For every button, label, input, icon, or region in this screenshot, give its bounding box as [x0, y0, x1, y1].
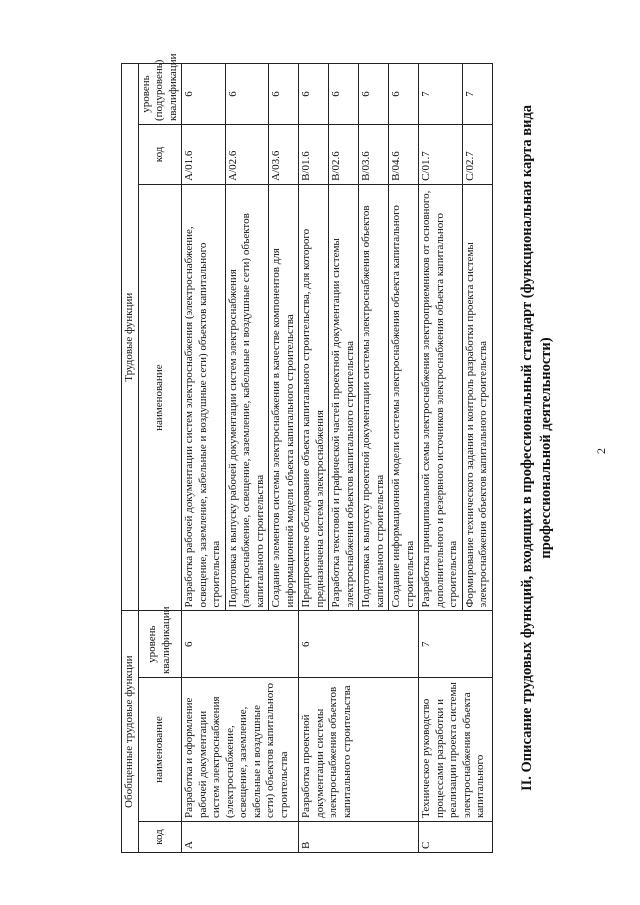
labor-function-level: 6	[182, 64, 226, 125]
labor-function-name: Разработка принципиальной схемы электроснабжения электроприемников от основного, дополнительного и резервного источников электроснабжения объекта капитального строительства	[419, 184, 463, 611]
col-level-general: уровень квалификации	[138, 611, 182, 678]
labor-function-name: Разработка текстовой и графической частей проектной документации системы электроснабжения объектов капитального строительства	[329, 184, 359, 611]
section-title	[518, 63, 556, 833]
labor-function-name: Подготовка к выпуску проектной документации системы электроснабжения объектов капитального строительства	[359, 184, 389, 611]
general-name: Разработка и оформление рабочей документации систем электроснабжения (электроснабжение, освещение, заземление, кабельные и воздушные сети) объектов капитального строительства	[182, 677, 299, 821]
table-row	[419, 64, 463, 853]
labor-function-level: 6	[389, 64, 419, 125]
page-number: 2	[594, 448, 608, 454]
generalized-functions-header: Обобщенные трудовые функции	[122, 611, 139, 853]
labor-function-name: Разработка рабочей документации систем электроснабжения (электроснабжение, освещение, заземление, кабельные и воздушные сети) объектов капитального строительства	[182, 184, 226, 611]
general-level: 6	[299, 611, 419, 678]
general-name: Техническое руководство процессами разработки и реализации проекта системы электроснабжения объекта капитального	[419, 677, 493, 821]
labor-function-name: Предпроектное обследование объекта капитального строительства, для которого предназначена система электроснабжения	[299, 184, 329, 611]
labor-function-level: 6	[225, 64, 269, 125]
functional-map-table	[121, 53, 493, 853]
general-level: 7	[419, 611, 493, 678]
labor-function-code: C/02.7	[462, 125, 492, 185]
labor-function-level: 6	[359, 64, 389, 125]
col-code-general: код	[138, 821, 182, 852]
table-row	[182, 64, 226, 853]
labor-functions-header: Трудовые функции	[122, 64, 139, 611]
section-title-line-2: профессиональной деятельности)	[538, 337, 554, 559]
header-group-row	[122, 64, 139, 853]
col-name-labor: наименование	[138, 184, 182, 611]
general-code: B	[299, 821, 419, 852]
labor-function-name: Создание элементов системы электроснабжения в качестве компонентов для информационной модели объекта капитального строительства	[269, 184, 299, 611]
labor-function-name: Создание информационной модели системы электроснабжения объекта капитального строительства	[389, 184, 419, 611]
labor-function-level: 6	[329, 64, 359, 125]
labor-function-level: 7	[462, 64, 492, 125]
labor-function-code: C/01.7	[419, 125, 463, 185]
labor-function-level: 6	[269, 64, 299, 125]
general-level: 6	[182, 611, 299, 678]
general-code: A	[182, 821, 299, 852]
labor-function-code: B/01.6	[299, 125, 329, 185]
header-columns-row	[138, 64, 182, 853]
labor-function-code: A/01.6	[182, 125, 226, 185]
labor-function-code: A/02.6	[225, 125, 269, 185]
col-name-general: наименование	[138, 677, 182, 821]
table-row	[299, 64, 329, 853]
labor-function-name: Подготовка к выпуску рабочей документации систем электроснабжения (электроснабжение, освещение, заземление, кабельные и воздушные сети) объектов капитального строительства	[225, 184, 269, 611]
labor-function-code: B/02.6	[329, 125, 359, 185]
labor-function-code: A/03.6	[269, 125, 299, 185]
col-code-labor: код	[138, 125, 182, 185]
labor-function-level: 6	[299, 64, 329, 125]
section-title-line-1: II. Описание трудовых функций, входящих в профессиональный стандарт (функциональная карта вида	[519, 104, 535, 792]
labor-function-name: Формирование технического задания и контроль разработки проекта системы электроснабжения объектов капитального строительства	[462, 184, 492, 611]
labor-function-code: B/04.6	[389, 125, 419, 185]
general-name: Разработка проектной документации системы электроснабжения объектов капитального строительства	[299, 677, 419, 821]
labor-function-level: 7	[419, 64, 463, 125]
labor-function-code: B/03.6	[359, 125, 389, 185]
general-code: C	[419, 821, 493, 852]
col-level-labor: уровень (подуровень) квалификации	[138, 64, 182, 125]
